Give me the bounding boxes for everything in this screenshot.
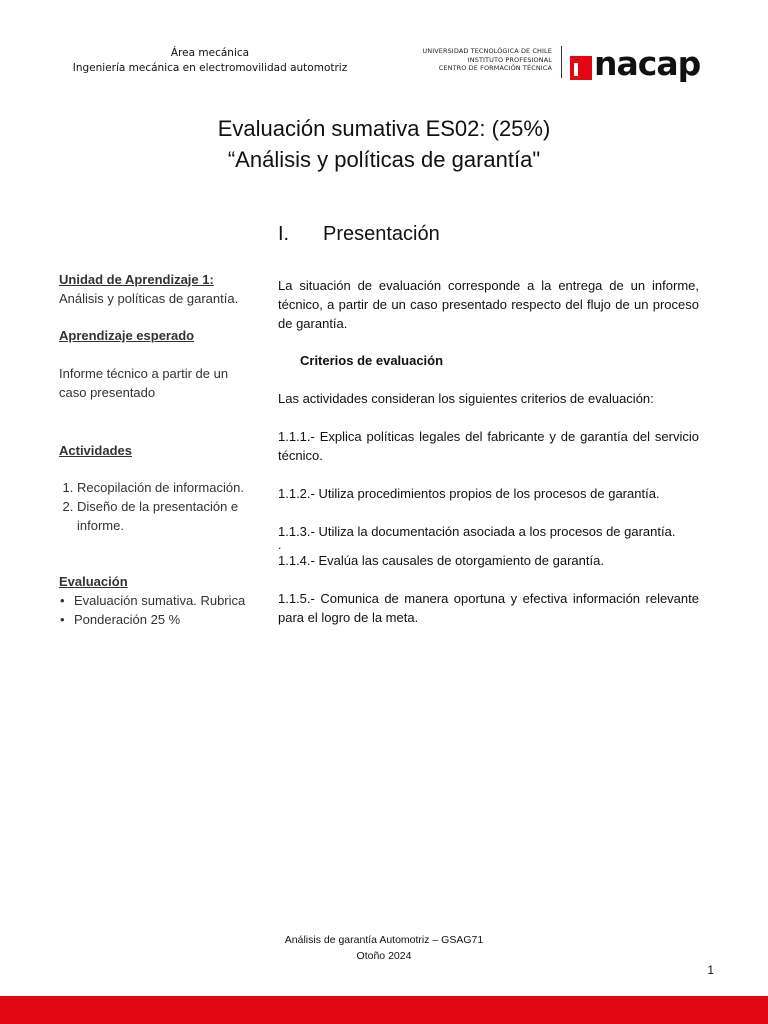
institution-line-1: UNIVERSIDAD TECNOLÓGICA DE CHILE <box>422 47 552 55</box>
header-area-block <box>60 46 360 76</box>
logo-mark-icon <box>570 56 592 80</box>
document-title <box>0 113 768 175</box>
unit-heading: Unidad de Aprendizaje 1: <box>59 272 214 287</box>
institution-lines <box>422 47 552 73</box>
criterion-2: 1.1.2.- Utiliza procedimientos propios de los procesos de garantía. <box>278 486 660 501</box>
expected-heading: Aprendizaje esperado <box>59 328 195 343</box>
criterion-3: 1.1.3.- Utiliza la documentación asociada a los procesos de garantía. <box>278 524 676 539</box>
evaluation-heading: Evaluación <box>59 574 128 589</box>
activities-list <box>59 478 259 535</box>
section-number: I. <box>278 223 290 245</box>
evaluation-list <box>59 591 259 629</box>
unit-text: Análisis y políticas de garantía. <box>59 291 239 306</box>
intro-paragraph: La situación de evaluación corresponde a la entrega de un informe, técnico, a partir de un caso presentado respecto del flujo de un proceso de garantía. <box>278 278 699 331</box>
footer-term: Otoño 2024 <box>356 950 412 962</box>
section-title: Presentación <box>323 223 440 245</box>
list-item: • Ponderación 25 % <box>74 610 259 629</box>
header-career: Ingeniería mecánica en electromovilidad automotriz <box>72 62 348 74</box>
title-line-2: “Análisis y políticas de garantía" <box>227 147 541 172</box>
left-sidebar <box>59 270 259 629</box>
footer-red-bar <box>0 996 768 1024</box>
criteria-heading: Criterios de evaluación <box>300 353 444 368</box>
criteria-intro: Las actividades consideran los siguientes criterios de evaluación: <box>278 391 654 406</box>
logo-text: nacap <box>594 44 701 83</box>
page-number: 1 <box>707 963 714 977</box>
list-item: • Evaluación sumativa. Rubrica <box>74 591 259 610</box>
header-area: Área mecánica <box>170 47 250 59</box>
list-item: 1. Recopilación de información. <box>77 478 259 497</box>
institution-line-2: INSTITUTO PROFESIONAL <box>467 55 552 64</box>
criterion-4: 1.1.4.- Evalúa las causales de otorgamiento de garantía. <box>278 553 604 568</box>
inacap-logo <box>570 44 715 88</box>
main-content <box>278 276 699 627</box>
header-divider <box>561 46 562 78</box>
stray-dot: . <box>278 538 282 552</box>
institution-line-3: CENTRO DE FORMACIÓN TÉCNICA <box>438 64 552 72</box>
criterion-1: 1.1.1.- Explica políticas legales del fabricante y de garantía del servicio técnico. <box>278 429 699 463</box>
title-line-1: Evaluación sumativa ES02: (25%) <box>217 116 551 141</box>
criterion-5: 1.1.5.- Comunica de manera oportuna y efectiva información relevante para el logro de la meta. <box>278 591 699 625</box>
page-footer <box>0 932 768 964</box>
list-item: 2. Diseño de la presentación e informe. <box>77 497 259 535</box>
expected-text: Informe técnico a partir de un caso presentado <box>59 366 229 400</box>
activities-heading: Actividades <box>59 443 132 458</box>
footer-course: Análisis de garantía Automotriz – GSAG71 <box>284 934 484 946</box>
section-heading <box>278 223 440 246</box>
